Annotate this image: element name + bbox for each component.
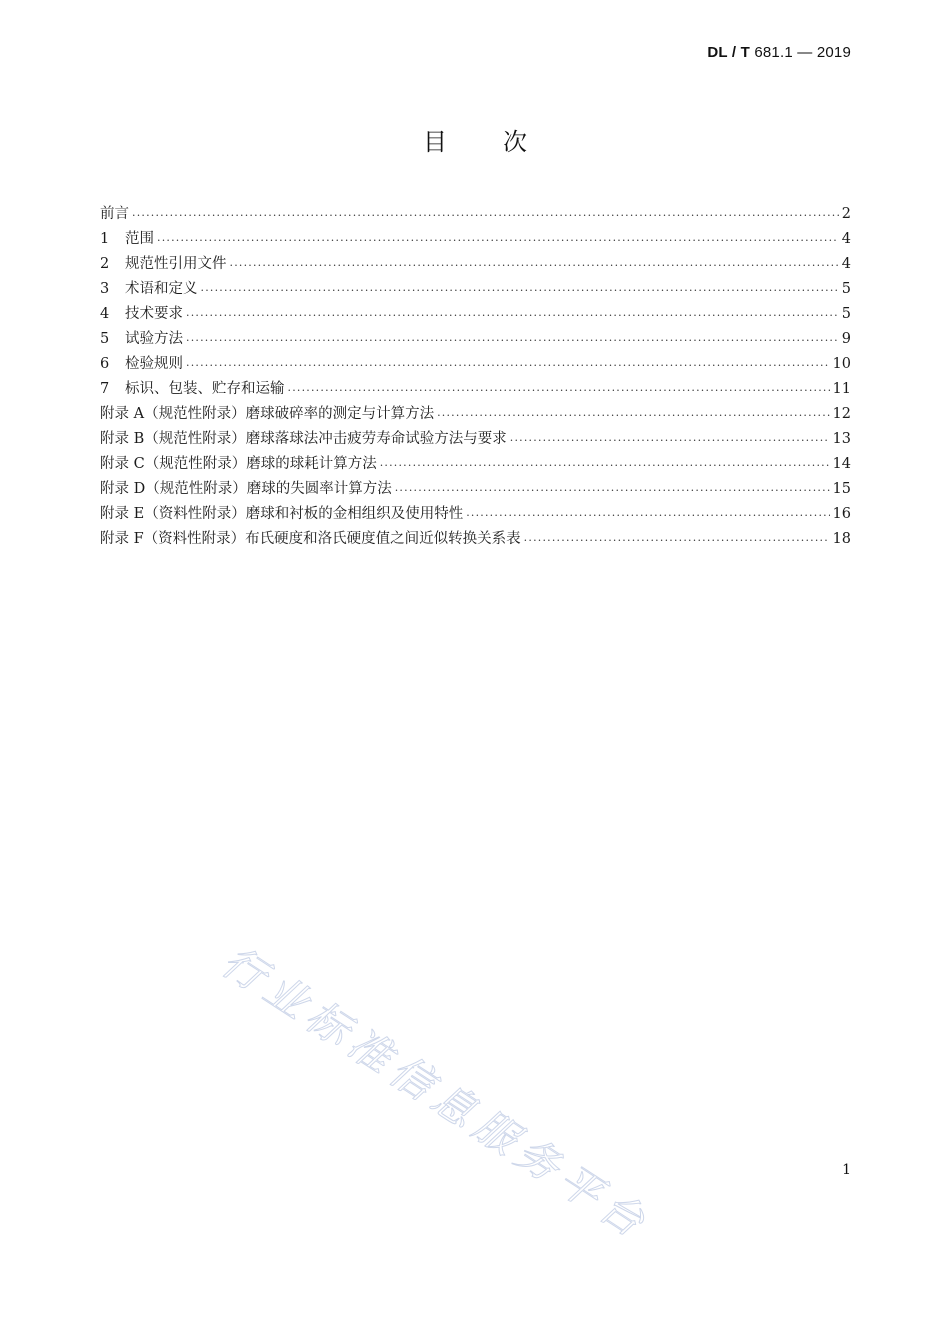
toc-entry-page: 4 <box>841 231 851 247</box>
toc-entry-page: 12 <box>832 406 851 422</box>
toc-entry-title: 检验规则 <box>125 356 183 372</box>
toc-entry-number: 6 <box>100 356 110 372</box>
toc-entry-5[interactable] <box>100 327 851 352</box>
toc-entry-title: 技术要求 <box>125 306 183 322</box>
toc-entry-title: 附录 B（规范性附录）磨球落球法冲击疲劳寿命试验方法与要求 <box>100 431 507 447</box>
toc-entry-page: 18 <box>832 531 851 547</box>
toc-entry-page: 5 <box>841 306 851 322</box>
toc-entry-number: 4 <box>100 306 110 322</box>
toc-entry-title: 试验方法 <box>125 331 183 347</box>
toc-leader-dots <box>510 430 830 452</box>
toc-entry-preface[interactable] <box>100 202 851 227</box>
toc-entry-appendix-b[interactable] <box>100 427 851 452</box>
toc-entry-number: 2 <box>100 256 110 272</box>
toc-entry-title: 术语和定义 <box>125 281 198 297</box>
toc-leader-dots <box>395 480 830 502</box>
toc-leader-dots <box>132 205 839 227</box>
toc-entry-appendix-c[interactable] <box>100 452 851 477</box>
toc-leader-dots <box>524 530 830 552</box>
table-of-contents <box>100 202 851 552</box>
toc-leader-dots <box>288 380 830 402</box>
page-title <box>0 122 950 157</box>
toc-entry-title: 前言 <box>100 206 129 222</box>
toc-leader-dots <box>186 355 830 377</box>
toc-leader-dots <box>230 255 839 277</box>
toc-entry-number: 3 <box>100 281 110 297</box>
standard-code-number: 681.1 — 2019 <box>749 44 851 61</box>
toc-entry-title: 附录 F（资料性附录）布氏硬度和洛氏硬度值之间近似转换关系表 <box>100 531 521 547</box>
toc-entry-page: 2 <box>841 206 851 222</box>
toc-leader-dots <box>157 230 839 252</box>
watermark: 行业标准信息服务平台 <box>213 936 660 1250</box>
standard-code-prefix: DL / T <box>707 44 750 61</box>
toc-entry-number: 7 <box>100 381 110 397</box>
toc-entry-2[interactable] <box>100 252 851 277</box>
toc-entry-appendix-d[interactable] <box>100 477 851 502</box>
toc-entry-page: 5 <box>841 281 851 297</box>
toc-entry-page: 9 <box>841 331 851 347</box>
toc-entry-6[interactable] <box>100 352 851 377</box>
toc-entry-page: 11 <box>832 381 851 397</box>
toc-entry-4[interactable] <box>100 302 851 327</box>
toc-entry-appendix-e[interactable] <box>100 502 851 527</box>
toc-leader-dots <box>186 305 839 327</box>
toc-entry-title: 附录 C（规范性附录）磨球的球耗计算方法 <box>100 456 377 472</box>
toc-entry-number: 1 <box>100 231 110 247</box>
toc-entry-page: 4 <box>841 256 851 272</box>
toc-leader-dots <box>437 405 829 427</box>
toc-entry-7[interactable] <box>100 377 851 402</box>
toc-entry-3[interactable] <box>100 277 851 302</box>
toc-entry-page: 14 <box>832 456 851 472</box>
toc-entry-page: 10 <box>832 356 851 372</box>
toc-leader-dots <box>186 330 839 352</box>
toc-leader-dots <box>466 505 829 527</box>
toc-entry-page: 13 <box>832 431 851 447</box>
toc-leader-dots <box>201 280 839 302</box>
toc-entry-title: 标识、包装、贮存和运输 <box>125 381 285 397</box>
toc-entry-title: 附录 A（规范性附录）磨球破碎率的测定与计算方法 <box>100 406 435 422</box>
toc-entry-page: 16 <box>832 506 851 522</box>
toc-entry-appendix-a[interactable] <box>100 402 851 427</box>
toc-entry-appendix-f[interactable] <box>100 527 851 552</box>
toc-entry-title: 附录 E（资料性附录）磨球和衬板的金相组织及使用特性 <box>100 506 464 522</box>
toc-entry-title: 规范性引用文件 <box>125 256 227 272</box>
toc-entry-title: 范围 <box>125 231 154 247</box>
standard-code <box>707 44 851 61</box>
page-number: 1 <box>842 1162 851 1178</box>
toc-entry-1[interactable] <box>100 227 851 252</box>
toc-entry-number: 5 <box>100 331 110 347</box>
toc-leader-dots <box>380 455 830 477</box>
page-title-char-1: 目 <box>423 128 447 156</box>
toc-entry-title: 附录 D（规范性附录）磨球的失圆率计算方法 <box>100 481 392 497</box>
page-title-char-2: 次 <box>503 128 527 156</box>
toc-entry-page: 15 <box>832 481 851 497</box>
